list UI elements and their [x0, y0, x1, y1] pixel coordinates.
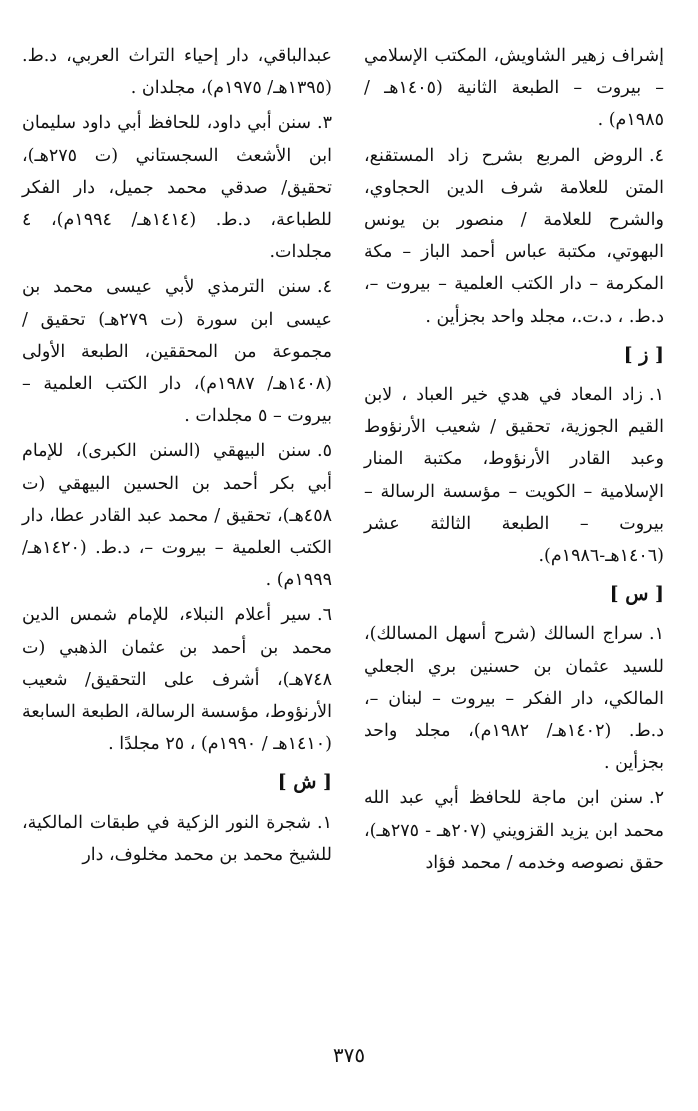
- entry-number: ١.: [317, 812, 332, 833]
- entry-s5: [22, 435, 332, 596]
- left-column: [22, 40, 332, 874]
- entry-number: ٤.: [317, 277, 332, 298]
- entry-z1: [364, 379, 664, 572]
- entry-text: إشراف زهير الشاويش، المكتب الإسلامي – بيروت – الطبعة الثانية (١٤٠٥هـ / ١٩٨٥م) .: [364, 46, 664, 131]
- entry-number: ٣.: [317, 113, 332, 134]
- entry-text: عبدالباقي، دار إحياء التراث العربي، د.ط. (١٣٩٥هـ/ ١٩٧٥م)، مجلدان .: [22, 46, 332, 99]
- entry-number: ٢.: [649, 788, 664, 809]
- section-heading-sh: [ ش ]: [277, 771, 332, 794]
- entry-number: ٦.: [317, 605, 332, 626]
- continued-entry: [364, 40, 664, 137]
- entry-text: سراج السالك (شرح أسهل المسالك)، للسيد عثمان بن حسنين بري الجعلي المالكي، دار الفكر – بيروت – لبنان –، د.ط. (١٤٠٢هـ/ ١٩٨٢م)، مجلد واحد بجزأين .: [364, 624, 664, 774]
- entry-s6: [22, 599, 332, 760]
- entry-text: سنن أبي داود، للحافظ أبي داود سليمان ابن الأشعث السجستاني (ت ٢٧٥هـ)، تحقيق/ صدقي محمد جميل، دار الفكر للطباعة، د.ط. (١٤١٤هـ/ ١٩٩٤م)، ٤ مجلدات.: [22, 113, 332, 263]
- continued-entry: [22, 40, 332, 104]
- entry-number: ٤.: [649, 145, 664, 166]
- entry-s2: [364, 782, 664, 879]
- entry-4: [364, 140, 664, 333]
- entry-s4: [22, 271, 332, 432]
- entry-text: سير أعلام النبلاء، للإمام شمس الدين محمد بن أحمد بن عثمان الذهبي (ت ٧٤٨هـ)، أشرف على التحقيق/ شعيب الأرنؤوط، مؤسسة الرسالة، الطبعة السابعة (١٤١٠هـ / ١٩٩٠م) ، ٢٥ مجلدًا .: [22, 605, 332, 755]
- entry-text: سنن الترمذي لأبي عيسى محمد بن عيسى ابن سورة (ت ٢٧٩هـ) تحقيق / مجموعة من المحققين، الطبعة الأولى (١٤٠٨هـ/ ١٩٨٧م)، دار الكتب العلمية – بيروت – ٥ مجلدات .: [22, 277, 332, 427]
- section-heading-z: [ ز ]: [623, 343, 664, 366]
- entry-number: ١.: [649, 385, 664, 406]
- entry-text: سنن البيهقي (السنن الكبرى)، للإمام أبي بكر أحمد بن الحسين البيهقي (ت ٤٥٨هـ)، تحقيق / محمد عبد القادر عطا، دار الكتب العلمية – بيروت –، د.ط. (١٤٢٠هـ/ ١٩٩٩م) .: [22, 441, 332, 591]
- entry-text: الروض المربع بشرح زاد المستقنع، المتن للعلامة شرف الدين الحجاوي، والشرح للعلامة / منصور بن يونس البهوتي، مكتبة عباس أحمد الباز – مكة المكرمة – دار الكتب العلمية – بيروت –، د.ط. ، د.ت.، مجلد واحد بجزأين .: [364, 145, 664, 327]
- right-column: [364, 40, 664, 882]
- entry-number: ١.: [649, 624, 664, 645]
- entry-text: شجرة النور الزكية في طبقات المالكية، للشيخ محمد بن محمد مخلوف، دار: [22, 812, 332, 865]
- page-number: ٣٧٥: [332, 1043, 366, 1067]
- entry-text: سنن ابن ماجة للحافظ أبي عبد الله محمد ابن يزيد القزويني (٢٠٧هـ - ٢٧٥هـ)، حقق نصوصه وخدمه / محمد فؤاد: [364, 788, 664, 873]
- section-heading-s: [ س ]: [609, 583, 664, 606]
- entry-sh1: [22, 807, 332, 871]
- entry-s1: [364, 618, 664, 779]
- entry-text: زاد المعاد في هدي خير العباد ، لابن القيم الجوزية، تحقيق / شعيب الأرنؤوط وعبد القادر الأرنؤوط، مكتبة المنار الإسلامية – الكويت – مؤسسة الرسالة – بيروت – الطبعة الثالثة عشر (١٤٠٦هـ-١٩٨٦م).: [364, 385, 664, 567]
- entry-number: ٥.: [317, 441, 332, 462]
- entry-s3: [22, 107, 332, 268]
